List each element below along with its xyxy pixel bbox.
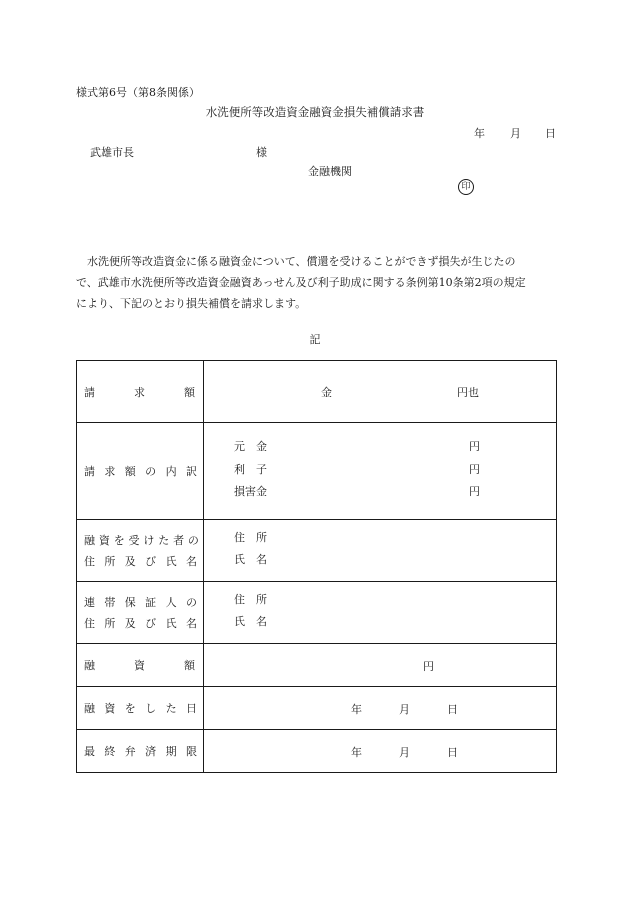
kin-label: 金 <box>321 386 332 399</box>
yen-nari-label: 円也 <box>457 386 479 399</box>
honorific: 様 <box>256 146 267 159</box>
row-loan-amount <box>77 644 557 687</box>
date-month-label: 月 <box>510 127 521 140</box>
body-line-3: により、下記のとおり損失補償を請求します。 <box>76 297 307 310</box>
row-final-repayment <box>77 730 557 773</box>
final-repayment-year: 年 <box>351 746 362 759</box>
interest-yen: 円 <box>469 463 480 476</box>
damages-label: 損害金 <box>234 485 267 498</box>
row-borrower <box>77 520 557 582</box>
borrower-address-label: 住 所 <box>234 531 267 544</box>
borrower-name-label: 氏 名 <box>234 553 267 566</box>
label-claim-breakdown: 請 求 額 の 内 訳 <box>77 423 204 520</box>
addressee: 武雄市長 <box>90 146 134 159</box>
document-title: 水洗便所等改造資金融資金損失補償請求書 <box>205 105 425 119</box>
ki-heading: 記 <box>309 333 321 346</box>
label-claim-amount: 請 求 額 <box>77 361 204 423</box>
row-guarantor <box>77 582 557 644</box>
value-final-repayment[interactable] <box>204 730 557 773</box>
body-line-2: で、武雄市水洗便所等改造資金融資あっせん及び利子助成に関する条例第10条第2項の規定 <box>76 276 526 289</box>
row-claim-breakdown <box>77 423 557 520</box>
loan-date-year: 年 <box>351 703 362 716</box>
row-claim-amount <box>77 361 557 423</box>
request-body <box>76 251 556 314</box>
principal-label: 元 金 <box>234 440 267 453</box>
value-guarantor[interactable] <box>204 582 557 644</box>
value-claim-amount[interactable] <box>204 361 557 423</box>
label-loan-amount: 融 資 額 <box>77 644 204 687</box>
label-final-repayment: 最 終 弁 済 期 限 <box>77 730 204 773</box>
form-number: 様式第6号（第8条関係） <box>76 86 200 99</box>
value-claim-breakdown[interactable] <box>204 423 557 520</box>
loan-date-day: 日 <box>447 703 458 716</box>
claim-table <box>76 360 557 773</box>
body-line-1: 水洗便所等改造資金に係る融資金について、償還を受けることができず損失が生じたの <box>87 255 516 268</box>
row-loan-date <box>77 687 557 730</box>
financial-institution-label: 金融機関 <box>308 165 352 178</box>
date-day-label: 日 <box>545 127 556 140</box>
loan-date-month: 月 <box>399 703 410 716</box>
damages-yen: 円 <box>469 485 480 498</box>
loan-yen-label: 円 <box>423 660 434 673</box>
label-borrower: 融 資 を 受 け た 者 の 住 所 及 び 氏 名 <box>77 520 204 582</box>
principal-yen: 円 <box>469 440 480 453</box>
interest-label: 利 子 <box>234 463 267 476</box>
guarantor-name-label: 氏 名 <box>234 615 267 628</box>
label-loan-date: 融 資 を し た 日 <box>77 687 204 730</box>
final-repayment-day: 日 <box>447 746 458 759</box>
label-guarantor: 連 帯 保 証 人 の 住 所 及 び 氏 名 <box>77 582 204 644</box>
date-year-label: 年 <box>474 127 485 140</box>
guarantor-address-label: 住 所 <box>234 593 267 606</box>
seal-mark: 印 <box>458 179 474 195</box>
value-borrower[interactable] <box>204 520 557 582</box>
value-loan-amount[interactable] <box>204 644 557 687</box>
value-loan-date[interactable] <box>204 687 557 730</box>
final-repayment-month: 月 <box>399 746 410 759</box>
